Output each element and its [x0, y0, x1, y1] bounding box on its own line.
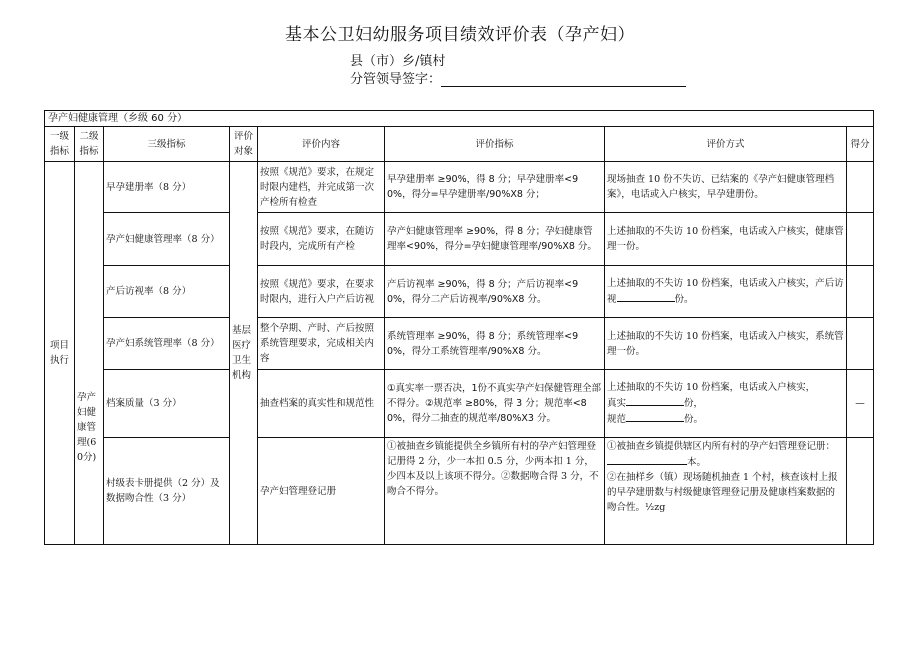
real-label: 真实 [607, 398, 627, 409]
norm-unit: 份。 [684, 414, 704, 425]
method-line2: ②在抽样乡（镇）现场随机抽查 1 个村，核查该村上报的早孕建册数与村级健康管理登记册及健康档案数据的吻合性。½zg [607, 472, 838, 513]
indicator-cell: ①真实率一票否决，1份不真实孕产妇保健管理全部不得分。②规范率 ≥80%，得 3 分；规范率<80%，得分二抽查的规范率/80%X3 分。 [385, 370, 605, 438]
level3-cell: 孕产妇系统管理率（8 分） [104, 318, 230, 370]
header-method: 评价方式 [605, 127, 847, 162]
score-cell [847, 438, 874, 545]
content-cell: 整个孕期、产时、产后按照系统管理要求，完成相关内容 [258, 318, 385, 370]
score-cell [847, 266, 874, 318]
evaluation-table [44, 110, 874, 545]
indicator-cell: ①被抽查乡镇能提供全乡镇所有村的孕产妇管理登记册得 2 分，少一本扣 0.5 分，少两本扣 1 分，少四本及以上该项不得分。②数据吻合得 3 分，不吻合不得分。 [385, 438, 605, 545]
level3-cell: 早孕建册率（8 分） [104, 162, 230, 213]
level2-cell: 孕产妇健康管理(60分) [75, 162, 104, 545]
fill-blank [607, 454, 687, 465]
score-cell [847, 213, 874, 266]
page-title: 基本公卫妇幼服务项目绩效评价表（孕产妇） [285, 25, 635, 45]
fill-blank [617, 291, 675, 302]
header-level3: 三级指标 [104, 127, 230, 162]
object-cell: 基层医疗卫生机构 [230, 162, 258, 545]
content-cell: 按照《规范》要求，在要求时限内，进行入户产后访视 [258, 266, 385, 318]
real-unit: 份， [684, 398, 704, 409]
header-level1: 一级指标 [45, 127, 75, 162]
level3-cell: 产后访视率（8 分） [104, 266, 230, 318]
level3-cell: 档案质量（3 分） [104, 370, 230, 438]
method-text: ①被抽查乡镇提供辖区内所有村的孕产妇管理登记册： [607, 441, 836, 452]
score-cell [847, 318, 874, 370]
county-line: 县（市）乡/镇村 [350, 54, 446, 69]
indicator-cell: 系统管理率 ≥90%，得 8 分；系统管理率<90%，得分工系统管理率/90%X8 分。 [385, 318, 605, 370]
level1-cell: 项目执行 [45, 162, 75, 545]
header-indicator: 评价指标 [385, 127, 605, 162]
fill-blank [626, 411, 684, 422]
fill-blank [626, 395, 684, 406]
signature-blank [441, 74, 686, 87]
method-cell [605, 266, 847, 318]
content-cell: 按照《规范》要求，在规定时限内建档，并完成第一次产检所有检查 [258, 162, 385, 213]
indicator-cell: 产后访视率 ≥90%，得 8 分；产后访视率<90%，得分二产后访视率/90%X8 分。 [385, 266, 605, 318]
method-text: 上述抽取的不失访 10 份档案，电话或入户核实， [607, 382, 816, 393]
header-score: 得分 [847, 127, 874, 162]
signature-line [350, 68, 686, 87]
method-cell: 现场抽查 10 份不失访、已结案的《孕产妇健康管理档案》，电话或入户核实，早孕建册份。 [605, 162, 847, 213]
method-cell: 上述抽取的不失访 10 份档案，电话或入户核实，系统管理一份。 [605, 318, 847, 370]
method-norm-line [607, 411, 844, 427]
method-text: 上述抽取的不失访 10 份档案，电话或入户核实，产后访视 [607, 278, 844, 305]
content-cell: 孕产妇管理登记册 [258, 438, 385, 545]
method-cell: 上述抽取的不失访 10 份档案，电话或入户核实，健康管理一份。 [605, 213, 847, 266]
section-header: 孕产妇健康管理（乡级 60 分） [45, 111, 874, 127]
level3-cell: 村级表卡册提供（2 分）及数据吻合性（3 分） [104, 438, 230, 545]
header-content: 评价内容 [258, 127, 385, 162]
method-unit: 本。 [687, 457, 707, 468]
method-real-line [607, 395, 844, 411]
score-cell [847, 162, 874, 213]
method-cell [605, 370, 847, 438]
signature-label: 分管领导签字： [350, 72, 442, 87]
header-level2: 二级指标 [75, 127, 104, 162]
indicator-cell: 早孕建册率 ≥90%，得 8 分；早孕建册率<90%，得分=早孕建册率/90%X8 分； [385, 162, 605, 213]
method-line1 [607, 439, 844, 470]
content-cell: 按照《规范》要求，在随访时段内，完成所有产检 [258, 213, 385, 266]
method-cell [605, 438, 847, 545]
level3-cell: 孕产妇健康管理率（8 分） [104, 213, 230, 266]
norm-label: 规范 [607, 414, 627, 425]
content-cell: 抽查档案的真实性和规范性 [258, 370, 385, 438]
method-unit: 份。 [674, 294, 694, 305]
header-object: 评价对象 [230, 127, 258, 162]
indicator-cell: 孕产妇健康管理率 ≥90%，得 8 分；孕妇健康管理率<90%，得分=孕妇健康管理率/90%X8 分。 [385, 213, 605, 266]
score-cell: — [847, 370, 874, 438]
